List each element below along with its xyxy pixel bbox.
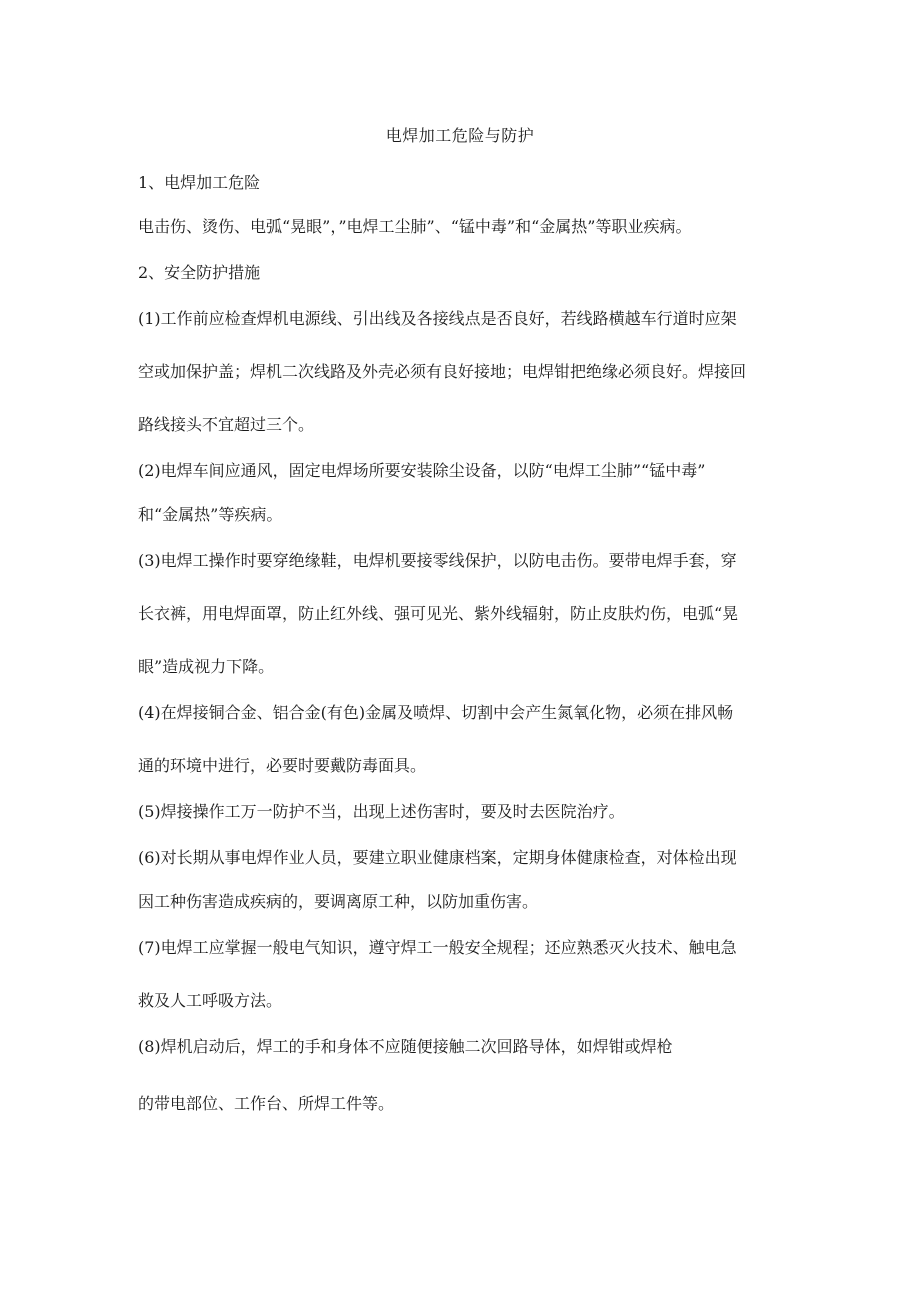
measure-4-line: (4)在焊接铜合金、铝合金(有色)金属及喷焊、切割中会产生氮氧化物，必须在排风畅 bbox=[138, 703, 734, 722]
measure-6-line: (6)对长期从事电焊作业人员，要建立职业健康档案，定期身体健康检查，对体检出现 bbox=[138, 848, 737, 867]
section-heading-protection: 2、安全防护措施 bbox=[138, 263, 261, 282]
page-title: 电焊加工危险与防护 bbox=[385, 126, 535, 145]
measure-8-line: (8)焊机启动后，焊工的手和身体不应随便接触二次回路导体，如焊钳或焊枪 bbox=[138, 1037, 673, 1056]
measure-6-line: 因工种伤害造成疾病的，要调离原工种，以防加重伤害。 bbox=[138, 892, 539, 911]
measure-7-line: (7)电焊工应掌握一般电气知识，遵守焊工一般安全规程；还应熟悉灭火技术、触电急 bbox=[138, 938, 737, 957]
measure-1-line: 空或加保护盖；焊机二次线路及外壳必须有良好接地；电焊钳把绝缘必须良好。焊接回 bbox=[138, 362, 747, 381]
measure-1-line: 路线接头不宜超过三个。 bbox=[138, 415, 315, 434]
measure-1-line: (1)工作前应检查焊机电源线、引出线及各接线点是否良好，若线路横越车行道时应架 bbox=[138, 309, 737, 328]
measure-3-line: 眼”造成视力下降。 bbox=[138, 657, 275, 676]
document-body bbox=[138, 171, 788, 1116]
measure-3-line: (3)电焊工操作时要穿绝缘鞋，电焊机要接零线保护，以防电击伤。要带电焊手套，穿 bbox=[138, 551, 737, 570]
measure-2-line: (2)电焊车间应通风，固定电焊场所要安装除尘设备，以防“电焊工尘肺”“锰中毒” bbox=[138, 461, 706, 480]
measure-2-line: 和“金属热”等疾病。 bbox=[138, 505, 283, 524]
measure-3-line: 长衣裤，用电焊面罩，防止红外线、强可见光、紫外线辐射，防止皮肤灼伤，电弧“晃 bbox=[138, 604, 739, 623]
measure-5-line: (5)焊接操作工万一防护不当，出现上述伤害时，要及时去医院治疗。 bbox=[138, 802, 625, 821]
measure-7-line: 救及人工呼吸方法。 bbox=[138, 991, 283, 1010]
hazards-text: 电击伤、烫伤、电弧“晃眼”，”电焊工尘肺”、“锰中毒”和“金属热”等职业疾病。 bbox=[138, 217, 692, 236]
measure-4-line: 通的环境中进行，必要时要戴防毒面具。 bbox=[138, 756, 427, 775]
measure-8-line: 的带电部位、工作台、所焊工件等。 bbox=[138, 1094, 395, 1113]
section-heading-hazards: 1、电焊加工危险 bbox=[138, 173, 261, 192]
